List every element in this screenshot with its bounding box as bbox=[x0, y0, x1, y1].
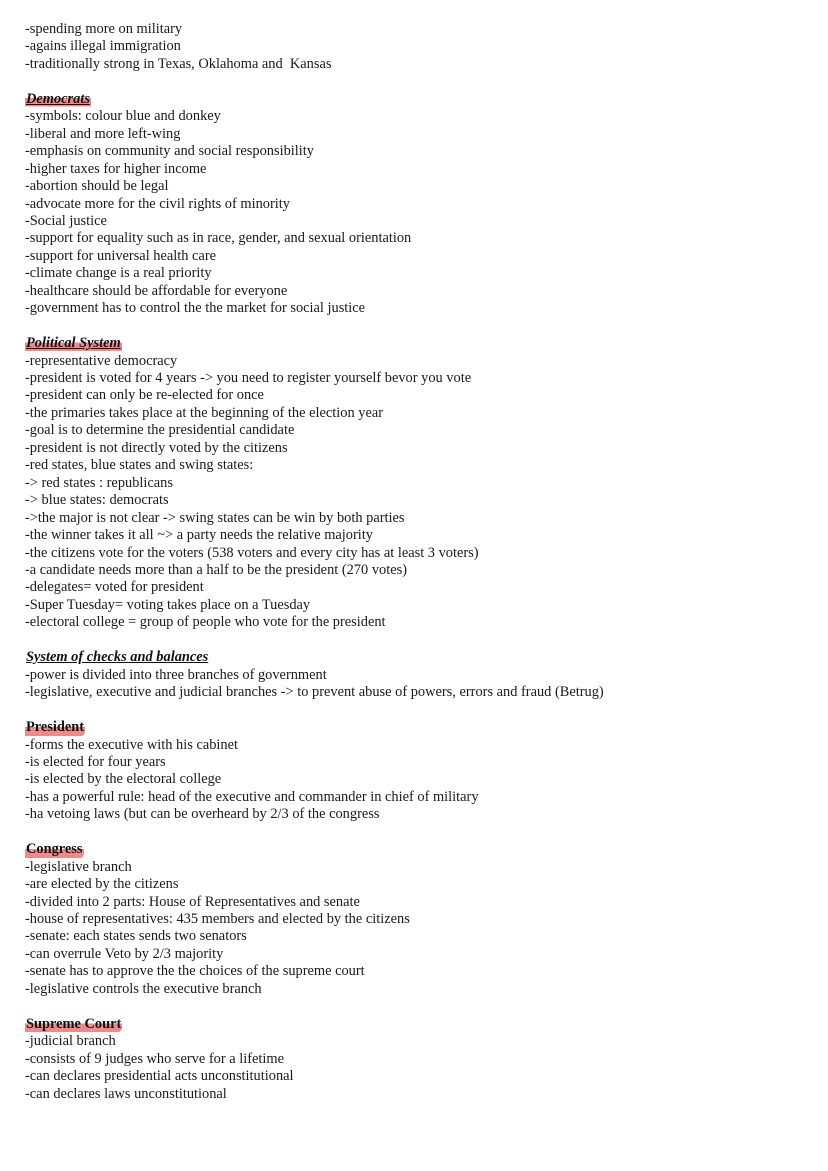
list-item: -senate: each states sends two senators bbox=[25, 928, 247, 945]
list-item: -goal is to determine the presidential candidate bbox=[25, 422, 295, 439]
list-item: -senate has to approve the the choices of the supreme court bbox=[25, 963, 365, 980]
list-item: -legislative, executive and judicial branches -> to prevent abuse of powers, errors and fraud (Betrug) bbox=[25, 684, 604, 701]
list-item: -support for equality such as in race, gender, and sexual orientation bbox=[25, 230, 412, 247]
list-item: -climate change is a real priority bbox=[25, 265, 212, 282]
list-item: -can declares laws unconstitutional bbox=[25, 1085, 227, 1102]
list-item: -healthcare should be affordable for everyone bbox=[25, 282, 288, 299]
list-item: -ha vetoing laws (but can be overheard by 2/3 of the congress bbox=[25, 806, 380, 823]
section-congress bbox=[25, 841, 815, 998]
list-item: -electoral college = group of people who vote for the president bbox=[25, 614, 386, 631]
list-item: -spending more on military bbox=[25, 21, 183, 37]
list-item: -support for universal health care bbox=[25, 247, 216, 264]
list-item: -is elected for four years bbox=[25, 753, 166, 770]
list-item: -has a powerful rule: head of the executive and commander in chief of military bbox=[25, 788, 479, 805]
list-item: -consists of 9 judges who serve for a lifetime bbox=[25, 1050, 284, 1067]
section-supreme-court bbox=[25, 1016, 815, 1103]
list-item: -representative democracy bbox=[25, 352, 178, 369]
notes-page bbox=[25, 21, 815, 1103]
list-item: -judicial branch bbox=[25, 1033, 116, 1050]
section-heading-checks-and-balances: System of checks and balances bbox=[26, 649, 209, 666]
list-item: -can declares presidential acts unconstitutional bbox=[25, 1068, 294, 1085]
list-item: -> red states : republicans bbox=[25, 474, 173, 491]
section-democrats bbox=[25, 91, 815, 318]
list-item: -a candidate needs more than a half to be the president (270 votes) bbox=[25, 562, 408, 579]
list-item: -advocate more for the civil rights of minority bbox=[25, 195, 290, 212]
list-item: -liberal and more left-wing bbox=[25, 125, 181, 142]
section-president bbox=[25, 719, 815, 824]
section-heading-supreme-court: Supreme Court bbox=[26, 1015, 122, 1032]
intro-block bbox=[25, 21, 815, 73]
list-item: -the primaries takes place at the beginning of the election year bbox=[25, 404, 384, 421]
list-item: -the winner takes it all ~> a party needs the relative majority bbox=[25, 527, 373, 544]
list-item: -Super Tuesday= voting takes place on a Tuesday bbox=[25, 596, 311, 613]
list-item: -can overrule Veto by 2/3 majority bbox=[25, 945, 224, 962]
list-item: -symbols: colour blue and donkey bbox=[25, 108, 221, 125]
list-item: -president is voted for 4 years -> you need to register yourself bevor you vote bbox=[25, 370, 472, 387]
section-checks-and-balances bbox=[25, 649, 815, 701]
list-item: -traditionally strong in Texas, Oklahoma and Kansas bbox=[25, 55, 332, 72]
list-item: -emphasis on community and social responsibility bbox=[25, 143, 314, 160]
list-item: -are elected by the citizens bbox=[25, 876, 179, 893]
list-item: -higher taxes for higher income bbox=[25, 160, 207, 177]
list-item: -the citizens vote for the voters (538 voters and every city has at least 3 voters) bbox=[25, 544, 479, 561]
section-heading-democrats: Democrats bbox=[26, 90, 90, 107]
list-item: -> blue states: democrats bbox=[25, 492, 169, 509]
list-item: -legislative branch bbox=[25, 858, 132, 875]
section-heading-political-system: Political System bbox=[26, 335, 121, 352]
list-item: -is elected by the electoral college bbox=[25, 771, 222, 788]
list-item: ->the major is not clear -> swing states can be win by both parties bbox=[25, 509, 405, 526]
list-item: -Social justice bbox=[25, 212, 107, 229]
list-item: -red states, blue states and swing states: bbox=[25, 457, 254, 474]
section-heading-congress: Congress bbox=[26, 841, 83, 858]
list-item: -government has to control the the market for social justice bbox=[25, 300, 366, 317]
list-item: -legislative controls the executive branch bbox=[25, 980, 262, 997]
list-item: -president can only be re-elected for once bbox=[25, 387, 264, 404]
list-item: -forms the executive with his cabinet bbox=[25, 736, 238, 753]
list-item: -president is not directly voted by the citizens bbox=[25, 439, 288, 456]
list-item: -house of representatives: 435 members and elected by the citizens bbox=[25, 911, 410, 928]
section-heading-president: President bbox=[26, 719, 85, 736]
list-item: -power is divided into three branches of government bbox=[25, 666, 327, 683]
list-item: -divided into 2 parts: House of Representatives and senate bbox=[25, 893, 360, 910]
list-item: -abortion should be legal bbox=[25, 178, 169, 195]
section-political-system bbox=[25, 335, 815, 632]
list-item: -agains illegal immigration bbox=[25, 38, 181, 55]
list-item: -delegates= voted for president bbox=[25, 579, 204, 596]
